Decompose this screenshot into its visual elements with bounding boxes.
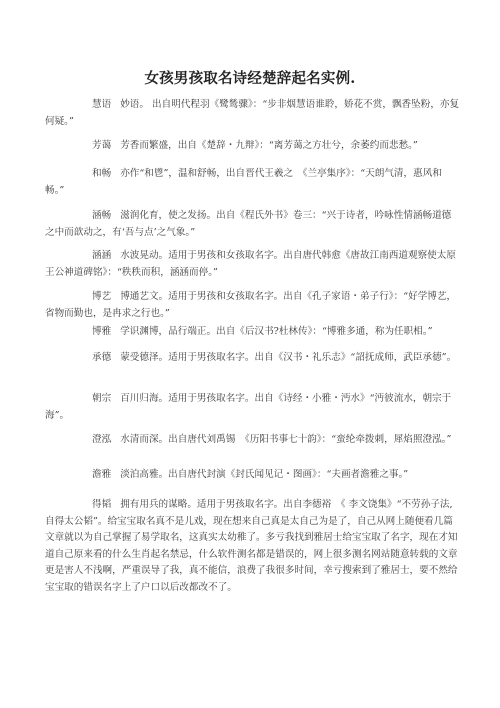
entry-paragraph [45, 350, 460, 367]
entry-paragraph [45, 391, 460, 424]
page-title: 女孩男孩取名诗经楚辞起名实例. [144, 70, 356, 87]
entry-name: 得韬 [92, 499, 112, 510]
entry-text: 滋润化育，使之发扬。出自《程氏外书》卷三：“兴于诗者，吟咏性情涵畅道德之中而歆动之，有‘吾与点’之气象。” [45, 210, 452, 238]
entry-name: 涵涵 [92, 250, 112, 261]
entry-name: 慧语 [92, 99, 112, 110]
entry-paragraph [45, 248, 460, 281]
entry-name: 澄泓 [92, 434, 112, 445]
entry-name: 涵畅 [92, 210, 112, 221]
entry-paragraph [45, 432, 460, 449]
entry-text: 淡泊高雅。出自唐代封演《封氏闻见记・图画》：“夫画者澹雅之事。” [120, 469, 409, 480]
entry-paragraph [45, 467, 460, 484]
entry-name: 芳蔼 [92, 140, 112, 151]
entry-paragraph [45, 97, 460, 130]
entry-text: 芳香而繁盛，出自《楚辞・九辩》：“离芳蔼之方壮兮，余萎约而悲愁。” [120, 140, 418, 151]
entry-text: 亦作“和鬯”，温和舒畅，出自晋代王羲之 《兰亭集序》：“天朗气清，惠风和畅。” [45, 168, 442, 196]
entry-paragraph [45, 497, 460, 597]
entry-name: 博雅 [92, 326, 112, 337]
entry-paragraph [45, 208, 460, 241]
entry-text: 拥有用兵的谋略。适用于男孩取名字。出自李德裕 《 李文饶集》“不劳孙子法,自得太公韬”。给宝宝取名真不是儿戏，现在想来自己真是太自己为是了，自己从网上随便看几篇文章就以为自己掌握了易学取名，这真实太幼稚了。多亏我找到雅居士给宝宝取了名字，现在才知道自己原来看的什么生肖起名禁忌，什么软件测名都是错误的，网上很多测名网站随意转载的文章更是害人不浅啊，严重误导了我，真不能信，浪费了我很多时间，幸亏搜索到了雅居士，要不然给宝宝取的错误名字上了户口以后改都改不了。 [45, 499, 458, 593]
entry-text: 妙语。 出自明代程羽《鹭鸶骤》：“步非烟慧语谁聆，娇花不赏，飘香坠粉，亦复何疑。” [45, 99, 460, 127]
entry-name: 承德 [92, 352, 112, 363]
entry-name: 朝宗 [92, 393, 112, 404]
entry-name: 博艺 [92, 291, 112, 302]
entry-name: 澹雅 [92, 469, 112, 480]
entry-text: 水波晃动。适用于男孩和女孩取名字。出自唐代韩愈《唐故江南西道观察使太原王公神道碑铭》：“秩秩而积，涵涵而停。” [45, 250, 456, 278]
entry-text: 百川归海。适用于男孩取名字。出自《诗经・小雅・沔水》“沔彼流水，朝宗于海”。 [45, 393, 452, 421]
entry-name: 和畅 [92, 168, 112, 179]
entry-text: 蒙受德泽。适用于男孩取名字。出自《汉书・礼乐志》“詔抚成师，武臣承德”。 [120, 352, 457, 363]
entry-paragraph [45, 138, 460, 155]
entry-text: 学识渊博，品行端正。出自《后汉书?杜林传》：“博雅多通，称为任职相。” [120, 326, 433, 337]
entry-paragraph [45, 324, 460, 341]
entry-paragraph [45, 289, 460, 322]
entry-text: 博通艺文。适用于男孩和女孩取名字。出自《孔子家语・弟子行》：“好学博艺，省物而勤也，是冉求之行也。” [45, 291, 457, 319]
entry-paragraph [45, 166, 460, 199]
entry-text: 水清而深。出自唐代刘禹锡 《历阳书事七十韵》：“蛮纶牵拨刺，犀焰照澄泓。” [120, 434, 452, 445]
